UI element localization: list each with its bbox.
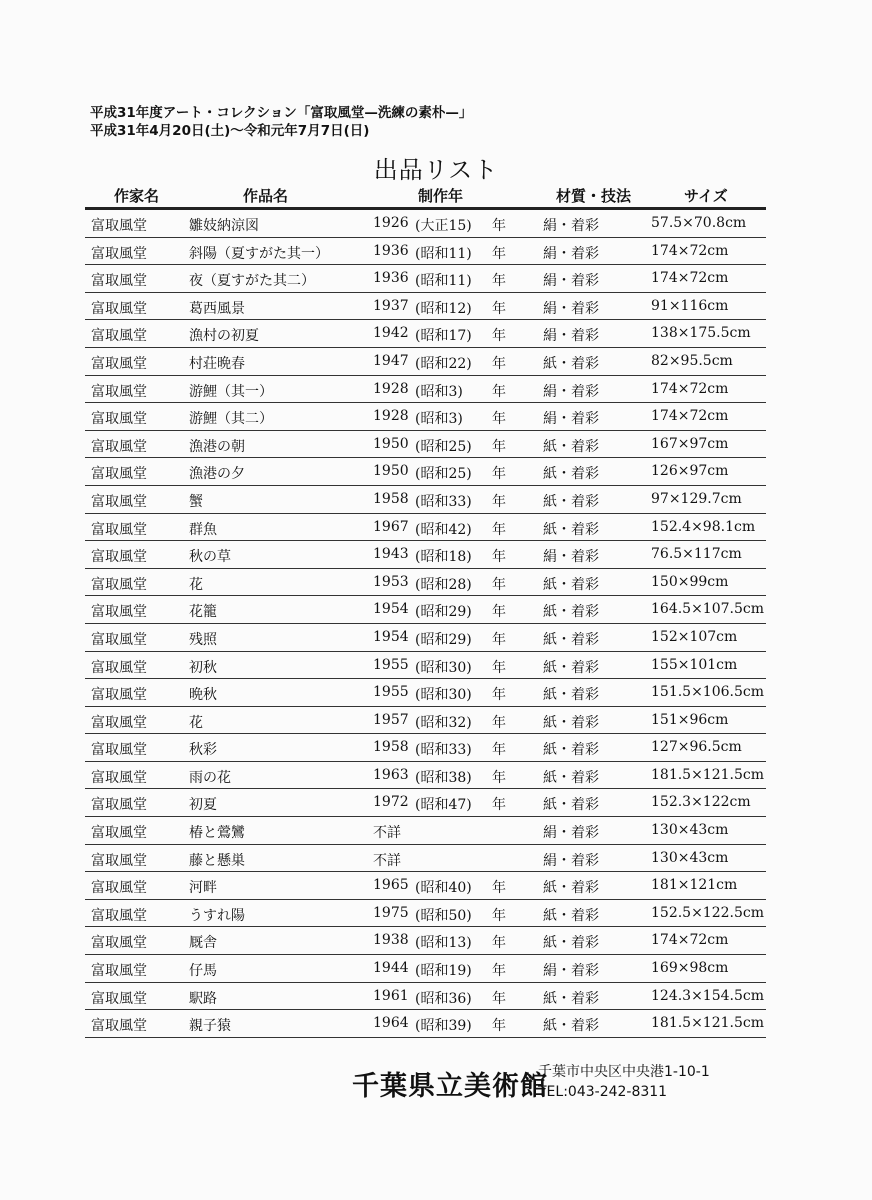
table-row: [85, 707, 766, 735]
table-row: [85, 348, 766, 376]
row-era: (昭和11): [415, 245, 472, 262]
row-size: 127×96.5cm: [651, 739, 742, 756]
row-era: (昭和29): [415, 604, 472, 621]
row-work-title: 漁村の初夏: [189, 328, 259, 345]
row-medium: 紙・着彩: [543, 521, 599, 538]
row-year: 1958: [373, 490, 409, 507]
row-year: 1953: [373, 573, 409, 590]
row-work-title: 花籠: [189, 604, 217, 621]
row-size: 174×72cm: [651, 270, 729, 287]
row-artist: 富取風堂: [91, 604, 147, 621]
row-year-suffix: 年: [492, 659, 506, 676]
row-medium: 紙・着彩: [543, 990, 599, 1007]
table-row: [85, 734, 766, 762]
row-work-title: 花: [189, 576, 203, 593]
row-work-title: 游鯉（其一）: [189, 383, 273, 400]
row-era: (昭和33): [415, 742, 472, 759]
row-artist: 富取風堂: [91, 466, 147, 483]
row-size: 181×121cm: [651, 877, 738, 894]
row-work-title: 蟹: [189, 493, 203, 510]
row-medium: 絹・着彩: [543, 328, 599, 345]
row-year-suffix: 年: [492, 880, 506, 897]
row-artist: 富取風堂: [91, 963, 147, 980]
row-era: (昭和40): [415, 880, 472, 897]
row-era: (昭和17): [415, 328, 472, 345]
row-artist: 富取風堂: [91, 383, 147, 400]
row-year-suffix: 年: [492, 383, 506, 400]
row-size: 124.3×154.5cm: [651, 987, 765, 1004]
row-work-title: 椿と鶯鸞: [189, 825, 245, 842]
row-work-title: 厩舎: [189, 935, 217, 952]
table-row: [85, 762, 766, 790]
row-size: 164.5×107.5cm: [651, 601, 765, 618]
row-medium: 紙・着彩: [543, 714, 599, 731]
row-medium: 紙・着彩: [543, 687, 599, 704]
row-era: (昭和30): [415, 659, 472, 676]
col-header-medium: 材質・技法: [556, 187, 632, 205]
row-work-title: 初夏: [189, 797, 217, 814]
row-year: 1955: [373, 656, 409, 673]
row-medium: 紙・着彩: [543, 880, 599, 897]
row-medium: 絹・着彩: [543, 411, 599, 428]
row-artist: 富取風堂: [91, 990, 147, 1007]
row-year: 1936: [373, 242, 409, 259]
table-row: [85, 789, 766, 817]
row-size: 152.5×122.5cm: [651, 904, 765, 921]
table-row: [85, 872, 766, 900]
row-size: 181.5×121.5cm: [651, 766, 765, 783]
row-year-suffix: 年: [492, 411, 506, 428]
row-year-suffix: 年: [492, 245, 506, 262]
row-year-suffix: 年: [492, 935, 506, 952]
table-row: [85, 320, 766, 348]
row-year: 不詳: [373, 825, 401, 842]
row-size: 82×95.5cm: [651, 352, 733, 369]
row-year: 1961: [373, 987, 409, 1004]
row-year: 1964: [373, 1015, 409, 1032]
col-header-year: 制作年: [418, 187, 464, 205]
row-size: 150×99cm: [651, 573, 729, 590]
row-year: 1937: [373, 297, 409, 314]
row-artist: 富取風堂: [91, 245, 147, 262]
row-work-title: 葛西風景: [189, 300, 245, 317]
works-table: [85, 210, 766, 1038]
table-row: [85, 486, 766, 514]
row-medium: 絹・着彩: [543, 549, 599, 566]
row-year: 1938: [373, 932, 409, 949]
row-artist: 富取風堂: [91, 355, 147, 372]
table-row: [85, 265, 766, 293]
row-artist: 富取風堂: [91, 300, 147, 317]
row-work-title: 游鯉（其二）: [189, 411, 273, 428]
col-header-artist: 作家名: [114, 187, 160, 205]
table-row: [85, 458, 766, 486]
row-work-title: 残照: [189, 631, 217, 648]
row-work-title: 駅路: [189, 990, 217, 1007]
row-work-title: うすれ陽: [189, 907, 245, 924]
row-artist: 富取風堂: [91, 549, 147, 566]
row-artist: 富取風堂: [91, 714, 147, 731]
row-work-title: 村荘晩春: [189, 355, 245, 372]
row-medium: 紙・着彩: [543, 631, 599, 648]
row-year-suffix: 年: [492, 990, 506, 1007]
row-artist: 富取風堂: [91, 218, 147, 234]
row-year-suffix: 年: [492, 438, 506, 455]
row-year-suffix: 年: [492, 466, 506, 483]
row-size: 151×96cm: [651, 711, 729, 728]
row-era: (昭和47): [415, 797, 472, 814]
row-work-title: 斜陽（夏すがた其一）: [189, 245, 329, 262]
row-year: 1936: [373, 270, 409, 287]
table-row: [85, 376, 766, 404]
museum-name: 千葉県立美術館: [352, 1071, 548, 1102]
row-work-title: 群魚: [189, 521, 217, 538]
table-row: [85, 900, 766, 928]
row-medium: 絹・着彩: [543, 383, 599, 400]
row-year-suffix: 年: [492, 687, 506, 704]
row-year: 1972: [373, 794, 409, 811]
row-year-suffix: 年: [492, 907, 506, 924]
row-size: 181.5×121.5cm: [651, 1015, 765, 1032]
table-row: [85, 569, 766, 597]
row-artist: 富取風堂: [91, 825, 147, 842]
row-artist: 富取風堂: [91, 328, 147, 345]
table-row: [85, 927, 766, 955]
row-year: 1950: [373, 435, 409, 452]
row-medium: 紙・着彩: [543, 797, 599, 814]
row-medium: 紙・着彩: [543, 659, 599, 676]
row-medium: 絹・着彩: [543, 963, 599, 980]
row-work-title: 初秋: [189, 659, 217, 676]
page-title: 出品リスト: [373, 156, 499, 184]
row-era: (大正15): [415, 218, 472, 234]
row-medium: 紙・着彩: [543, 604, 599, 621]
row-era: (昭和36): [415, 990, 472, 1007]
row-year-suffix: 年: [492, 963, 506, 980]
table-row: [85, 541, 766, 569]
museum-address: 千葉市中央区中央港1-10-1: [538, 1064, 710, 1080]
row-medium: 紙・着彩: [543, 493, 599, 510]
row-artist: 富取風堂: [91, 880, 147, 897]
row-work-title: 秋の草: [189, 549, 231, 566]
row-year: 1958: [373, 739, 409, 756]
row-era: (昭和18): [415, 549, 472, 566]
row-era: (昭和28): [415, 576, 472, 593]
table-row: [85, 514, 766, 542]
row-era: (昭和11): [415, 273, 472, 290]
row-year: 1947: [373, 352, 409, 369]
row-year: 1950: [373, 463, 409, 480]
row-medium: 紙・着彩: [543, 576, 599, 593]
row-era: (昭和12): [415, 300, 472, 317]
row-artist: 富取風堂: [91, 769, 147, 786]
row-year-suffix: 年: [492, 355, 506, 372]
row-artist: 富取風堂: [91, 273, 147, 290]
row-year-suffix: 年: [492, 604, 506, 621]
row-medium: 絹・着彩: [543, 273, 599, 290]
row-era: (昭和33): [415, 493, 472, 510]
row-year: 1963: [373, 766, 409, 783]
row-year: 1928: [373, 380, 409, 397]
row-year-suffix: 年: [492, 549, 506, 566]
row-medium: 紙・着彩: [543, 769, 599, 786]
row-era: (昭和25): [415, 466, 472, 483]
table-row: [85, 238, 766, 266]
table-row: [85, 983, 766, 1011]
row-year-suffix: 年: [492, 218, 506, 234]
row-medium: 絹・着彩: [543, 825, 599, 842]
row-artist: 富取風堂: [91, 852, 147, 869]
row-year-suffix: 年: [492, 769, 506, 786]
row-work-title: 漁港の夕: [189, 466, 245, 483]
row-era: (昭和25): [415, 438, 472, 455]
row-year: 1957: [373, 711, 409, 728]
table-row: [85, 403, 766, 431]
row-work-title: 夜（夏すがた其二）: [189, 273, 315, 290]
row-size: 174×72cm: [651, 408, 729, 425]
row-size: 91×116cm: [651, 297, 729, 314]
row-year-suffix: 年: [492, 300, 506, 317]
row-year-suffix: 年: [492, 631, 506, 648]
table-row: [85, 679, 766, 707]
row-artist: 富取風堂: [91, 659, 147, 676]
row-artist: 富取風堂: [91, 935, 147, 952]
row-era: (昭和50): [415, 907, 472, 924]
row-artist: 富取風堂: [91, 742, 147, 759]
row-year: 1944: [373, 960, 409, 977]
row-year-suffix: 年: [492, 797, 506, 814]
row-artist: 富取風堂: [91, 576, 147, 593]
row-year-suffix: 年: [492, 742, 506, 759]
row-size: 57.5×70.8cm: [651, 215, 747, 231]
row-size: 151.5×106.5cm: [651, 684, 765, 701]
row-work-title: 仔馬: [189, 963, 217, 980]
row-size: 167×97cm: [651, 435, 729, 452]
row-size: 174×72cm: [651, 380, 729, 397]
table-row: [85, 293, 766, 321]
row-medium: 紙・着彩: [543, 742, 599, 759]
table-row: [85, 955, 766, 983]
row-year: 1926: [373, 215, 409, 231]
row-year: 1965: [373, 877, 409, 894]
museum-contact: [538, 1062, 710, 1102]
row-artist: 富取風堂: [91, 907, 147, 924]
row-era: (昭和30): [415, 687, 472, 704]
row-year: 1975: [373, 904, 409, 921]
row-size: 155×101cm: [651, 656, 738, 673]
row-size: 152.3×122cm: [651, 794, 751, 811]
row-work-title: 雨の花: [189, 769, 231, 786]
table-row: [85, 1010, 766, 1038]
col-header-size: サイズ: [684, 187, 728, 205]
row-artist: 富取風堂: [91, 797, 147, 814]
row-size: 169×98cm: [651, 960, 729, 977]
row-size: 138×175.5cm: [651, 325, 751, 342]
table-row: [85, 596, 766, 624]
row-work-title: 藤と懸巣: [189, 852, 245, 869]
row-era: (昭和29): [415, 631, 472, 648]
table-row: [85, 624, 766, 652]
row-size: 126×97cm: [651, 463, 729, 480]
row-size: 152×107cm: [651, 628, 738, 645]
table-row: [85, 431, 766, 459]
exhibition-header: [90, 104, 472, 140]
row-artist: 富取風堂: [91, 521, 147, 538]
row-medium: 絹・着彩: [543, 300, 599, 317]
row-era: (昭和19): [415, 963, 472, 980]
row-medium: 紙・着彩: [543, 466, 599, 483]
row-medium: 絹・着彩: [543, 852, 599, 869]
row-year-suffix: 年: [492, 576, 506, 593]
row-medium: 紙・着彩: [543, 935, 599, 952]
row-size: 152.4×98.1cm: [651, 518, 756, 535]
row-year: 1967: [373, 518, 409, 535]
row-year: 不詳: [373, 852, 401, 869]
col-header-work: 作品名: [243, 187, 289, 205]
row-year: 1955: [373, 684, 409, 701]
row-year-suffix: 年: [492, 714, 506, 731]
table-row: [85, 210, 766, 238]
row-medium: 絹・着彩: [543, 245, 599, 262]
row-year: 1942: [373, 325, 409, 342]
row-era: (昭和38): [415, 769, 472, 786]
row-work-title: 花: [189, 714, 203, 731]
row-medium: 紙・着彩: [543, 438, 599, 455]
row-artist: 富取風堂: [91, 1018, 147, 1035]
row-work-title: 秋彩: [189, 742, 217, 759]
exhibition-title: 平成31年度アート・コレクション「富取風堂—洗練の素朴—」: [90, 105, 473, 121]
museum-tel: TEL:043-242-8311: [538, 1084, 668, 1100]
row-work-title: 漁港の朝: [189, 438, 245, 455]
row-era: (昭和32): [415, 714, 472, 731]
row-size: 174×72cm: [651, 932, 729, 949]
row-era: (昭和3): [415, 383, 463, 400]
row-year-suffix: 年: [492, 273, 506, 290]
row-work-title: 晩秋: [189, 687, 217, 704]
row-artist: 富取風堂: [91, 438, 147, 455]
row-work-title: 河畔: [189, 880, 217, 897]
row-artist: 富取風堂: [91, 411, 147, 428]
row-work-title: 親子猿: [189, 1018, 231, 1035]
row-year: 1954: [373, 628, 409, 645]
row-size: 130×43cm: [651, 849, 729, 866]
row-year-suffix: 年: [492, 1018, 506, 1035]
row-year: 1954: [373, 601, 409, 618]
row-era: (昭和42): [415, 521, 472, 538]
row-medium: 紙・着彩: [543, 907, 599, 924]
row-medium: 紙・着彩: [543, 355, 599, 372]
row-size: 130×43cm: [651, 822, 729, 839]
table-row: [85, 817, 766, 845]
row-size: 76.5×117cm: [651, 546, 742, 563]
row-year-suffix: 年: [492, 521, 506, 538]
row-work-title: 雛妓納涼図: [189, 218, 259, 234]
row-artist: 富取風堂: [91, 631, 147, 648]
row-size: 97×129.7cm: [651, 490, 742, 507]
row-era: (昭和13): [415, 935, 472, 952]
row-artist: 富取風堂: [91, 687, 147, 704]
row-year-suffix: 年: [492, 493, 506, 510]
row-artist: 富取風堂: [91, 493, 147, 510]
row-year: 1928: [373, 408, 409, 425]
row-size: 174×72cm: [651, 242, 729, 259]
row-era: (昭和22): [415, 355, 472, 372]
row-medium: 紙・着彩: [543, 1018, 599, 1035]
row-medium: 絹・着彩: [543, 218, 599, 234]
table-row: [85, 652, 766, 680]
row-era: (昭和39): [415, 1018, 472, 1035]
row-year-suffix: 年: [492, 328, 506, 345]
table-row: [85, 845, 766, 873]
row-year: 1943: [373, 546, 409, 563]
row-era: (昭和3): [415, 411, 463, 428]
exhibition-dates: 平成31年4月20日(土)〜令和元年7月7日(日): [90, 123, 370, 139]
